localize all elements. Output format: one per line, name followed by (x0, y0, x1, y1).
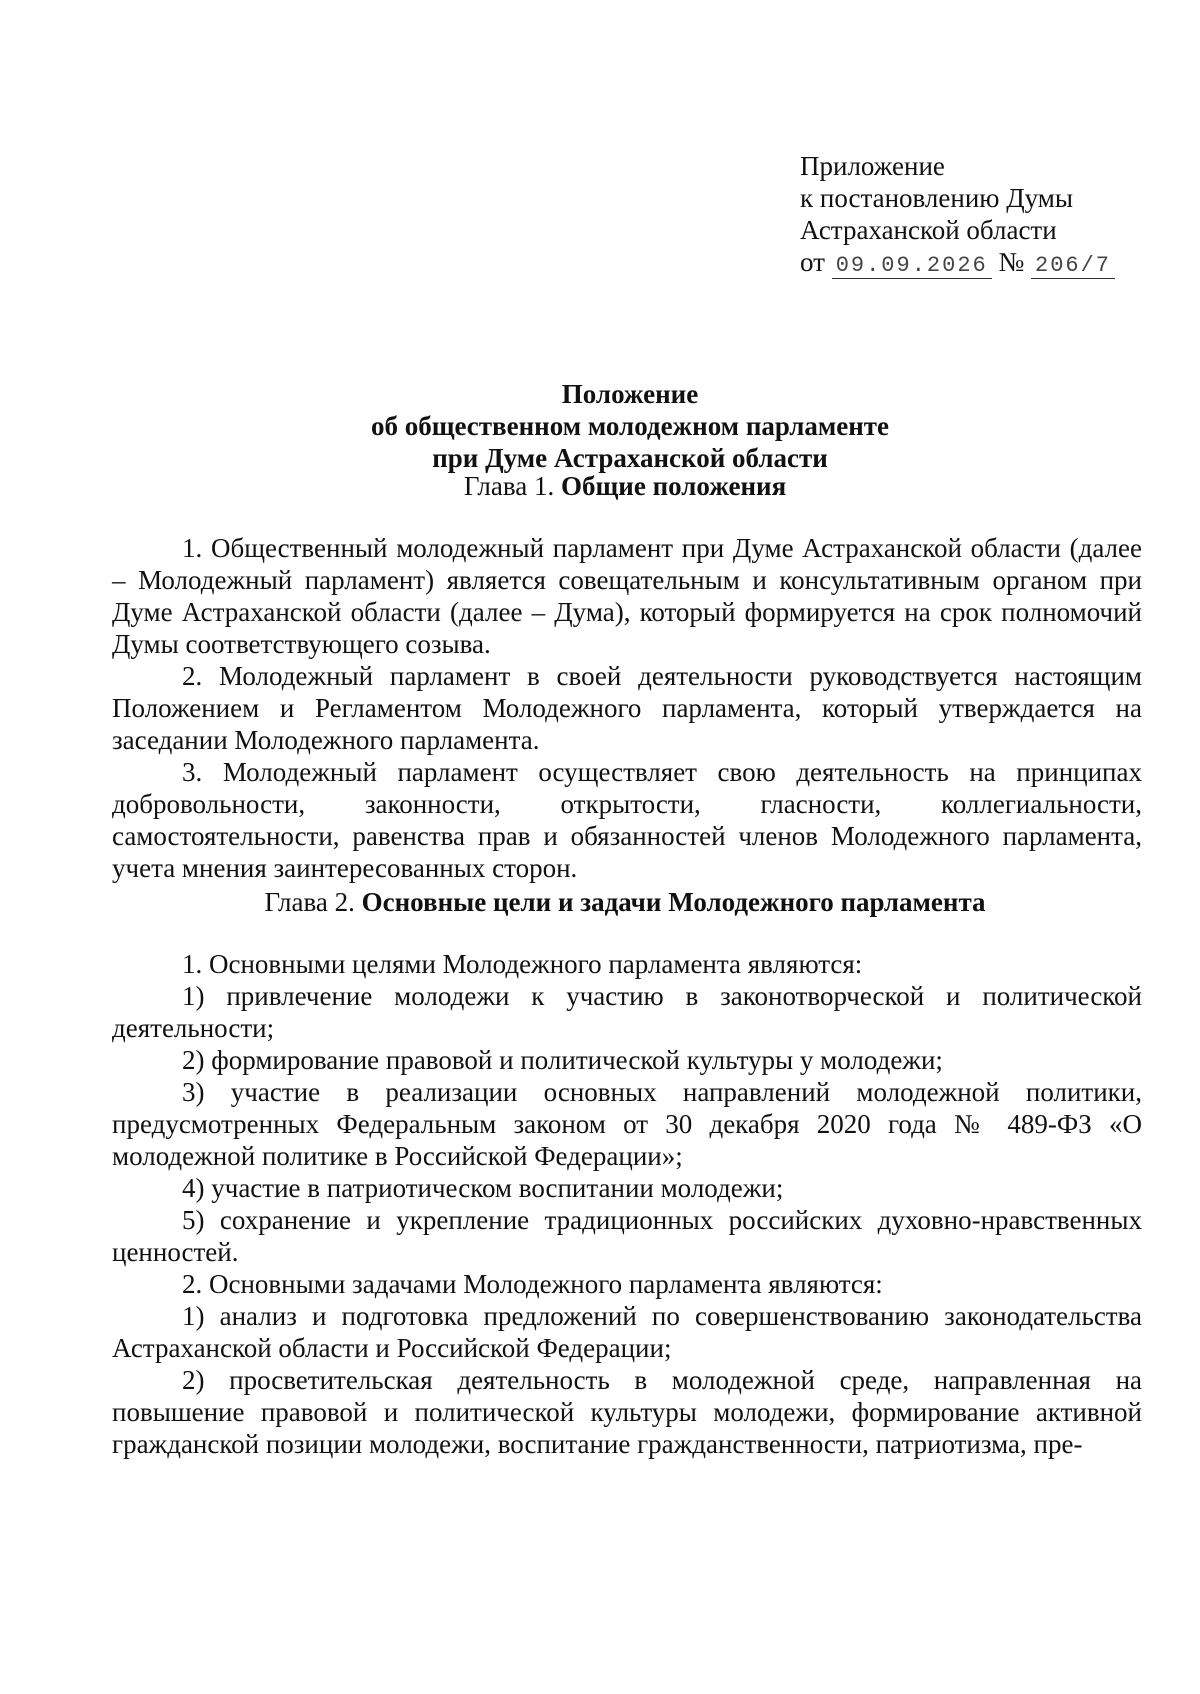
chapter-2-paragraph: 2) формирование правовой и политической культуры у молодежи; (182, 1045, 943, 1075)
chapter-1-title: Общие положения (560, 471, 787, 501)
date-prefix: от (800, 247, 825, 277)
document-title (0, 378, 1200, 474)
chapter-2-paragraph: 1. Основными целями Молодежного парламента являются: (182, 949, 863, 979)
title-line-3: при Думе Астраханской области (432, 443, 828, 473)
chapter-1-heading (110, 470, 1140, 502)
chapter-1-paragraph: 1. Общественный молодежный парламент при Думе Астраханской области (далее – Молодежный парламент) является совещательным и консультативным органом при Думе Астраханской области (далее – Дума), который формируется на срок полномочий Думы соответствующего созыва. (112, 533, 1142, 659)
attachment-block (800, 150, 1115, 282)
chapter-1-paragraph: 2. Молодежный парламент в своей деятельности руководствуется настоящим Положением и Регламентом Молодежного парламента, который утверждается на заседании Молодежного парламента. (112, 661, 1142, 755)
title-line-2: об общественном молодежном парламенте (370, 411, 890, 441)
chapter-2-paragraph: 1) привлечение молодежи к участию в законотворческой и политической деятельности; (112, 981, 1142, 1043)
chapter-2-paragraph: 4) участие в патриотическом воспитании молодежи; (182, 1173, 784, 1203)
resolution-number: 206/7 (1031, 253, 1115, 279)
chapter-1-paragraph: 3. Молодежный парламент осуществляет свою деятельность на принципах добровольности, законности, открытости, гласности, коллегиальности, самостоятельности, равенства прав и обязанностей членов Молодежного парламента, учета мнения заинтересованных сторон. (112, 757, 1142, 883)
chapter-2-title: Основные цели и задачи Молодежного парламента (361, 887, 986, 917)
chapter-2-paragraph: 5) сохранение и укрепление традиционных российских духовно-нравственных ценностей. (112, 1205, 1142, 1267)
attachment-line-3: Астраханской области (800, 215, 1057, 245)
attachment-line-2: к постановлению Думы (800, 183, 1073, 213)
title-line-1: Положение (561, 379, 699, 409)
chapter-2-body (112, 948, 1142, 1460)
chapter-2-paragraph: 3) участие в реализации основных направлений молодежной политики, предусмотренных Федеральным законом от 30 декабря 2020 года № 489-ФЗ «О молодежной политике в Российской Федерации»; (112, 1077, 1142, 1171)
chapter-1-body (112, 532, 1142, 884)
chapter-2-heading (110, 886, 1140, 918)
resolution-date: 09.09.2026 (832, 253, 992, 279)
chapter-2-paragraph: 2) просветительская деятельность в молодежной среде, направленная на повышение правовой и политической культуры молодежи, формирование активной гражданской позиции молодежи, воспитание гражданственности, патриотизма, пре- (112, 1365, 1142, 1459)
chapter-1-prefix: Глава 1. (463, 471, 555, 501)
chapter-2-paragraph: 2. Основными задачами Молодежного парламента являются: (182, 1269, 883, 1299)
number-sign: № (998, 247, 1025, 277)
attachment-line-1: Приложение (800, 151, 945, 181)
attachment-date-line (800, 246, 1115, 282)
chapter-2-prefix: Глава 2. (264, 887, 355, 917)
chapter-2-paragraph: 1) анализ и подготовка предложений по совершенствованию законодательства Астраханской области и Российской Федерации; (112, 1301, 1142, 1363)
